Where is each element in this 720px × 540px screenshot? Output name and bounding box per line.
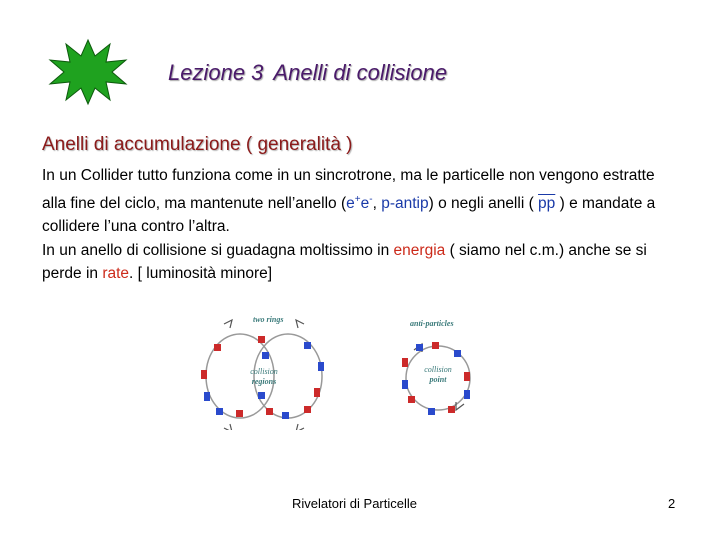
collision-point-label-2: point — [429, 375, 447, 384]
anti-particles-label: anti-particles — [410, 319, 454, 328]
green-star-icon — [48, 38, 128, 106]
body-text — [42, 164, 682, 286]
two-rings-diagram — [201, 315, 324, 430]
slide-title — [168, 60, 447, 86]
collision-point-label-1: collision — [424, 365, 452, 374]
collision-regions-label-1: collision — [250, 367, 278, 376]
two-rings-label: two rings — [253, 315, 284, 324]
paragraph-1: In un Collider tutto funziona come in un sincrotrone, ma le particelle non vengono estratte alla fine del ciclo, ma mantenute nell’anello (e+e-, p-antip) o negli anelli ( $\overline{pp}$ ) e mandate a collidere l’una contro l’altra. — [42, 167, 656, 236]
collider-rings-figure — [196, 300, 506, 430]
paragraph-2: In un anello di collisione si guadagna moltissimo in energia ( siamo nel c.m.) anche se si perde in rate. [ luminosità minore] — [42, 241, 647, 283]
title-topic: Anelli di collisione — [273, 60, 448, 85]
p-antip-text: p-antip — [381, 194, 429, 212]
collision-regions-label-2: regions — [251, 377, 277, 386]
section-heading: Anelli di accumulazione ( generalità ) — [42, 134, 353, 155]
anti-particles-diagram — [402, 319, 470, 415]
pp-text: $\overline{pp}$ — [538, 194, 556, 212]
page-number: 2 — [668, 496, 676, 511]
electron-positron: e+e- — [346, 193, 373, 212]
rate-text: rate — [102, 265, 130, 283]
title-lesson: Lezione 3 — [168, 60, 264, 85]
energia-text: energia — [393, 241, 446, 259]
footer-text: Rivelatori di Particelle — [292, 496, 417, 511]
